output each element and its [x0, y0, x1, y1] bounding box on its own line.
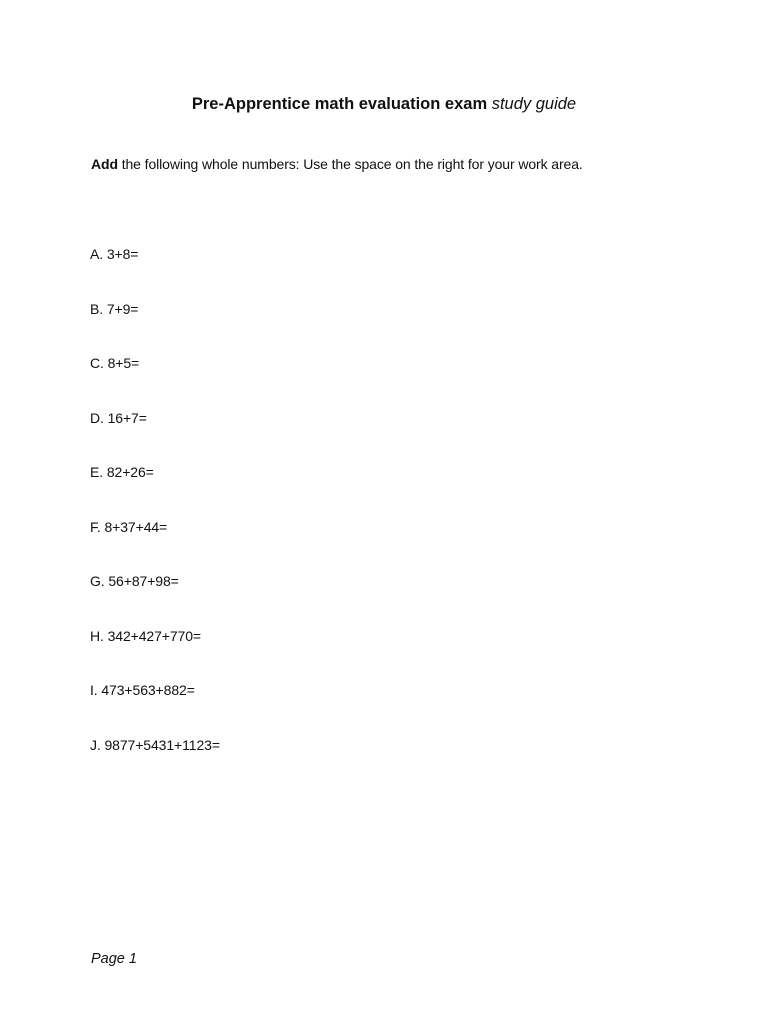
problem-e: E. 82+26= — [90, 464, 154, 480]
page-number: Page 1 — [91, 951, 137, 967]
problem-j: J. 9877+5431+1123= — [90, 736, 220, 753]
instruction-text: the following whole numbers: Use the space on the right for your work area. — [117, 156, 583, 172]
instruction-keyword: Add — [91, 156, 118, 172]
problem-d: D. 16+7= — [90, 409, 147, 426]
problem-h: H. 342+427+770= — [90, 627, 201, 644]
problem-g: G. 56+87+98= — [90, 573, 179, 589]
problem-b: B. 7+9= — [90, 300, 139, 317]
problem-i: I. 473+563+882= — [90, 682, 195, 698]
title-subtitle: study guide — [491, 95, 577, 113]
page-title — [0, 94, 768, 114]
problem-a: A. 3+8= — [90, 246, 139, 262]
problem-list — [90, 245, 220, 790]
problem-c: C. 8+5= — [90, 355, 140, 371]
instructions — [91, 155, 583, 173]
problem-f: F. 8+37+44= — [90, 518, 168, 535]
title-main: Pre-Apprentice math evaluation exam — [191, 95, 488, 113]
